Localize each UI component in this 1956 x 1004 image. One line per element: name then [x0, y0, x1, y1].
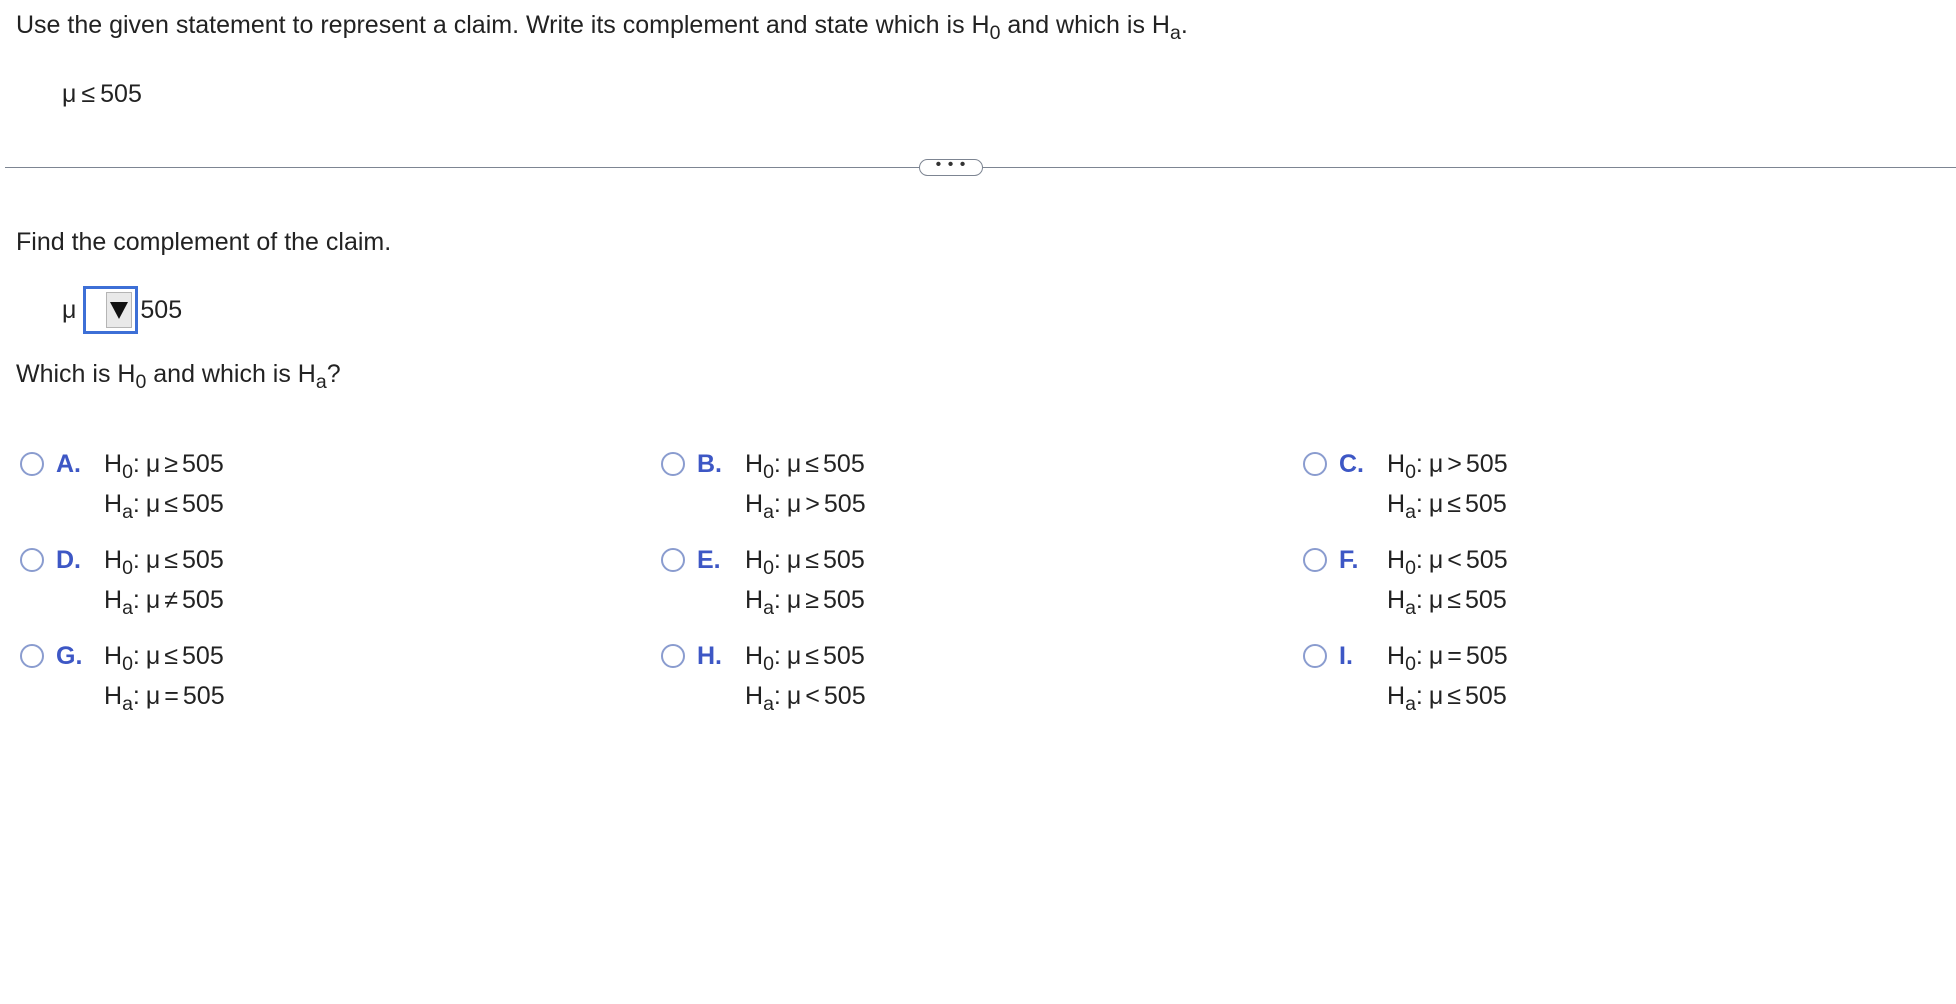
- mu-symbol: μ: [786, 490, 802, 518]
- h0-subscript: 0: [763, 557, 774, 580]
- h0-subscript: 0: [1405, 653, 1416, 676]
- radio-button[interactable]: [661, 644, 685, 668]
- option-e[interactable]: [661, 545, 865, 625]
- h-symbol: H: [104, 642, 123, 670]
- mu-symbol: μ: [145, 642, 161, 670]
- ha-operator: ≠: [164, 586, 179, 614]
- hypothesis-pair: [1387, 545, 1508, 625]
- colon: :: [1415, 682, 1423, 710]
- h-symbol: H: [1387, 450, 1406, 478]
- hypothesis-pair: [104, 545, 224, 625]
- h0-value: 505: [182, 450, 224, 478]
- complement-mu: μ: [62, 295, 77, 324]
- option-letter: G.: [56, 642, 83, 670]
- h0-line: [104, 449, 224, 489]
- colon: :: [1415, 546, 1423, 574]
- hypothesis-pair: [745, 449, 866, 529]
- option-i[interactable]: [1303, 641, 1508, 721]
- mu-symbol: μ: [786, 586, 802, 614]
- instructions-text: Use the given statement to represent a claim. Write its complement and state which is H: [16, 11, 990, 39]
- h-symbol: H: [745, 490, 764, 518]
- mu-symbol: μ: [1428, 586, 1444, 614]
- option-letter: F.: [1339, 546, 1359, 574]
- ha-subscript: a: [122, 597, 133, 620]
- h-symbol: H: [745, 642, 764, 670]
- h0-value: 505: [182, 546, 224, 574]
- mu-symbol: μ: [1428, 546, 1444, 574]
- hypothesis-question-end: ?: [326, 360, 341, 388]
- h0-value: 505: [1465, 546, 1508, 574]
- option-letter: A.: [56, 450, 81, 478]
- h0-value: 505: [1465, 642, 1508, 670]
- h0-value: 505: [823, 642, 865, 670]
- h0-subscript: 0: [989, 22, 1001, 45]
- mu-symbol: μ: [786, 682, 802, 710]
- ha-value: 505: [182, 490, 224, 518]
- h0-line: [745, 641, 866, 681]
- option-letter: E.: [697, 546, 721, 574]
- colon: :: [1415, 450, 1423, 478]
- h0-value: 505: [823, 546, 865, 574]
- h0-subscript: 0: [122, 557, 133, 580]
- option-g[interactable]: [20, 641, 225, 721]
- h0-operator: ≤: [164, 546, 179, 574]
- hypothesis-question-text: Which is H: [16, 360, 136, 388]
- colon: :: [1415, 642, 1423, 670]
- ha-subscript: a: [122, 693, 133, 716]
- h0-line: [1387, 449, 1508, 489]
- mu-symbol: μ: [1428, 450, 1444, 478]
- claim-value: 505: [100, 80, 142, 108]
- ha-line: [745, 681, 866, 721]
- h0-subscript: 0: [763, 653, 774, 676]
- expand-button[interactable]: [919, 155, 983, 176]
- hypothesis-pair: [104, 449, 224, 529]
- ha-value: 505: [182, 682, 225, 710]
- h0-operator: =: [1447, 642, 1462, 670]
- h0-operator: ≤: [805, 642, 820, 670]
- option-letter: B.: [697, 450, 722, 478]
- h0-operator: <: [1447, 546, 1462, 574]
- h0-line: [1387, 641, 1508, 681]
- colon: :: [773, 450, 781, 478]
- h0-subscript: 0: [1405, 461, 1416, 484]
- radio-button[interactable]: [20, 452, 44, 476]
- ha-value: 505: [1465, 586, 1507, 614]
- h-symbol: H: [1387, 490, 1406, 518]
- colon: :: [773, 586, 781, 614]
- h0-value: 505: [823, 450, 865, 478]
- h0-operator: ≤: [164, 642, 179, 670]
- operator-dropdown[interactable]: [83, 286, 138, 334]
- mu-symbol: μ: [786, 642, 802, 670]
- h-symbol: H: [745, 682, 764, 710]
- radio-button[interactable]: [20, 548, 44, 572]
- ha-subscript: a: [122, 501, 133, 524]
- h0-line: [104, 545, 224, 585]
- claim-mu: μ: [62, 80, 77, 108]
- h0-value: 505: [182, 642, 224, 670]
- h0-operator: ≤: [805, 546, 820, 574]
- option-b[interactable]: [661, 449, 866, 529]
- mu-symbol: μ: [145, 682, 161, 710]
- h-symbol: H: [104, 586, 123, 614]
- colon: :: [1415, 586, 1423, 614]
- complement-value: 505: [140, 295, 183, 324]
- h0-subscript: 0: [135, 371, 147, 394]
- hypothesis-pair: [1387, 641, 1508, 721]
- hypothesis-pair: [1387, 449, 1508, 529]
- ha-operator: ≤: [1447, 586, 1462, 614]
- ha-subscript: a: [763, 693, 774, 716]
- radio-button[interactable]: [1303, 644, 1327, 668]
- colon: :: [773, 642, 781, 670]
- ha-operator: ≤: [164, 490, 179, 518]
- ha-line: [104, 585, 224, 625]
- h-symbol: H: [104, 546, 123, 574]
- ha-value: 505: [1465, 682, 1507, 710]
- complement-answer-row: [62, 284, 182, 336]
- ha-line: [745, 489, 866, 529]
- ha-value: 505: [1465, 490, 1507, 518]
- mu-symbol: μ: [786, 450, 802, 478]
- h0-operator: >: [1447, 450, 1462, 478]
- option-letter: I.: [1339, 642, 1353, 670]
- h-symbol: H: [1387, 642, 1406, 670]
- ha-operator: =: [164, 682, 179, 710]
- option-d[interactable]: [20, 545, 224, 625]
- hypothesis-pair: [745, 545, 865, 625]
- h0-subscript: 0: [1405, 557, 1416, 580]
- hypothesis-question-middle: and which is H: [146, 360, 316, 388]
- h0-line: [745, 545, 865, 585]
- option-f[interactable]: [1303, 545, 1508, 625]
- ha-operator: ≤: [1447, 682, 1462, 710]
- ha-subscript: a: [763, 597, 774, 620]
- ha-operator: >: [805, 490, 820, 518]
- ha-subscript: a: [1405, 597, 1416, 620]
- h0-subscript: 0: [122, 461, 133, 484]
- ha-value: 505: [823, 490, 866, 518]
- mu-symbol: μ: [145, 490, 161, 518]
- hypothesis-pair: [745, 641, 866, 721]
- h0-line: [745, 449, 866, 489]
- option-letter: H.: [697, 642, 722, 670]
- h-symbol: H: [1387, 586, 1406, 614]
- hypothesis-question: [16, 360, 341, 394]
- colon: :: [132, 586, 140, 614]
- ha-operator: <: [805, 682, 820, 710]
- colon: :: [1415, 490, 1423, 518]
- colon: :: [132, 450, 140, 478]
- ha-subscript: a: [1169, 22, 1181, 45]
- h0-line: [104, 641, 225, 681]
- ha-line: [745, 585, 865, 625]
- ha-subscript: a: [315, 371, 327, 394]
- option-h[interactable]: [661, 641, 866, 721]
- h-symbol: H: [745, 546, 764, 574]
- colon: :: [773, 490, 781, 518]
- h0-subscript: 0: [122, 653, 133, 676]
- h-symbol: H: [745, 450, 764, 478]
- radio-button[interactable]: [661, 452, 685, 476]
- ha-value: 505: [823, 682, 866, 710]
- mu-symbol: μ: [145, 450, 161, 478]
- h0-subscript: 0: [763, 461, 774, 484]
- hypothesis-pair: [104, 641, 225, 721]
- ha-subscript: a: [763, 501, 774, 524]
- h-symbol: H: [1387, 546, 1406, 574]
- ha-subscript: a: [1405, 693, 1416, 716]
- h0-operator: ≤: [805, 450, 820, 478]
- h-symbol: H: [104, 490, 123, 518]
- ha-line: [1387, 681, 1508, 721]
- mu-symbol: μ: [786, 546, 802, 574]
- question-instructions: [16, 11, 1188, 45]
- mu-symbol: μ: [1428, 682, 1444, 710]
- colon: :: [773, 682, 781, 710]
- mu-symbol: μ: [1428, 642, 1444, 670]
- option-letter: C.: [1339, 450, 1364, 478]
- colon: :: [773, 546, 781, 574]
- h-symbol: H: [1387, 682, 1406, 710]
- h-symbol: H: [104, 450, 123, 478]
- ha-operator: ≤: [1447, 490, 1462, 518]
- complement-question: Find the complement of the claim.: [16, 228, 392, 256]
- ha-line: [1387, 585, 1508, 625]
- colon: :: [132, 490, 140, 518]
- more-icon: • • •: [935, 155, 967, 173]
- ha-value: 505: [823, 586, 865, 614]
- option-a[interactable]: [20, 449, 224, 529]
- h0-operator: ≥: [164, 450, 179, 478]
- dropdown-button[interactable]: [106, 292, 132, 328]
- radio-button[interactable]: [20, 644, 44, 668]
- instructions-middle: and which is H: [1000, 11, 1170, 39]
- ha-line: [104, 681, 225, 721]
- radio-button[interactable]: [1303, 452, 1327, 476]
- ha-subscript: a: [1405, 501, 1416, 524]
- radio-button[interactable]: [661, 548, 685, 572]
- claim-statement: [62, 80, 142, 109]
- ha-operator: ≥: [805, 586, 820, 614]
- mu-symbol: μ: [145, 586, 161, 614]
- h-symbol: H: [745, 586, 764, 614]
- h0-line: [1387, 545, 1508, 585]
- ha-line: [104, 489, 224, 529]
- h0-value: 505: [1465, 450, 1508, 478]
- radio-button[interactable]: [1303, 548, 1327, 572]
- mu-symbol: μ: [145, 546, 161, 574]
- instructions-end: .: [1180, 11, 1188, 39]
- claim-operator: ≤: [81, 80, 96, 108]
- option-letter: D.: [56, 546, 81, 574]
- ha-value: 505: [182, 586, 224, 614]
- mu-symbol: μ: [1428, 490, 1444, 518]
- option-c[interactable]: [1303, 449, 1508, 529]
- colon: :: [132, 642, 140, 670]
- chevron-down-icon: [110, 302, 128, 319]
- colon: :: [132, 546, 140, 574]
- h-symbol: H: [104, 682, 123, 710]
- ha-line: [1387, 489, 1508, 529]
- colon: :: [132, 682, 140, 710]
